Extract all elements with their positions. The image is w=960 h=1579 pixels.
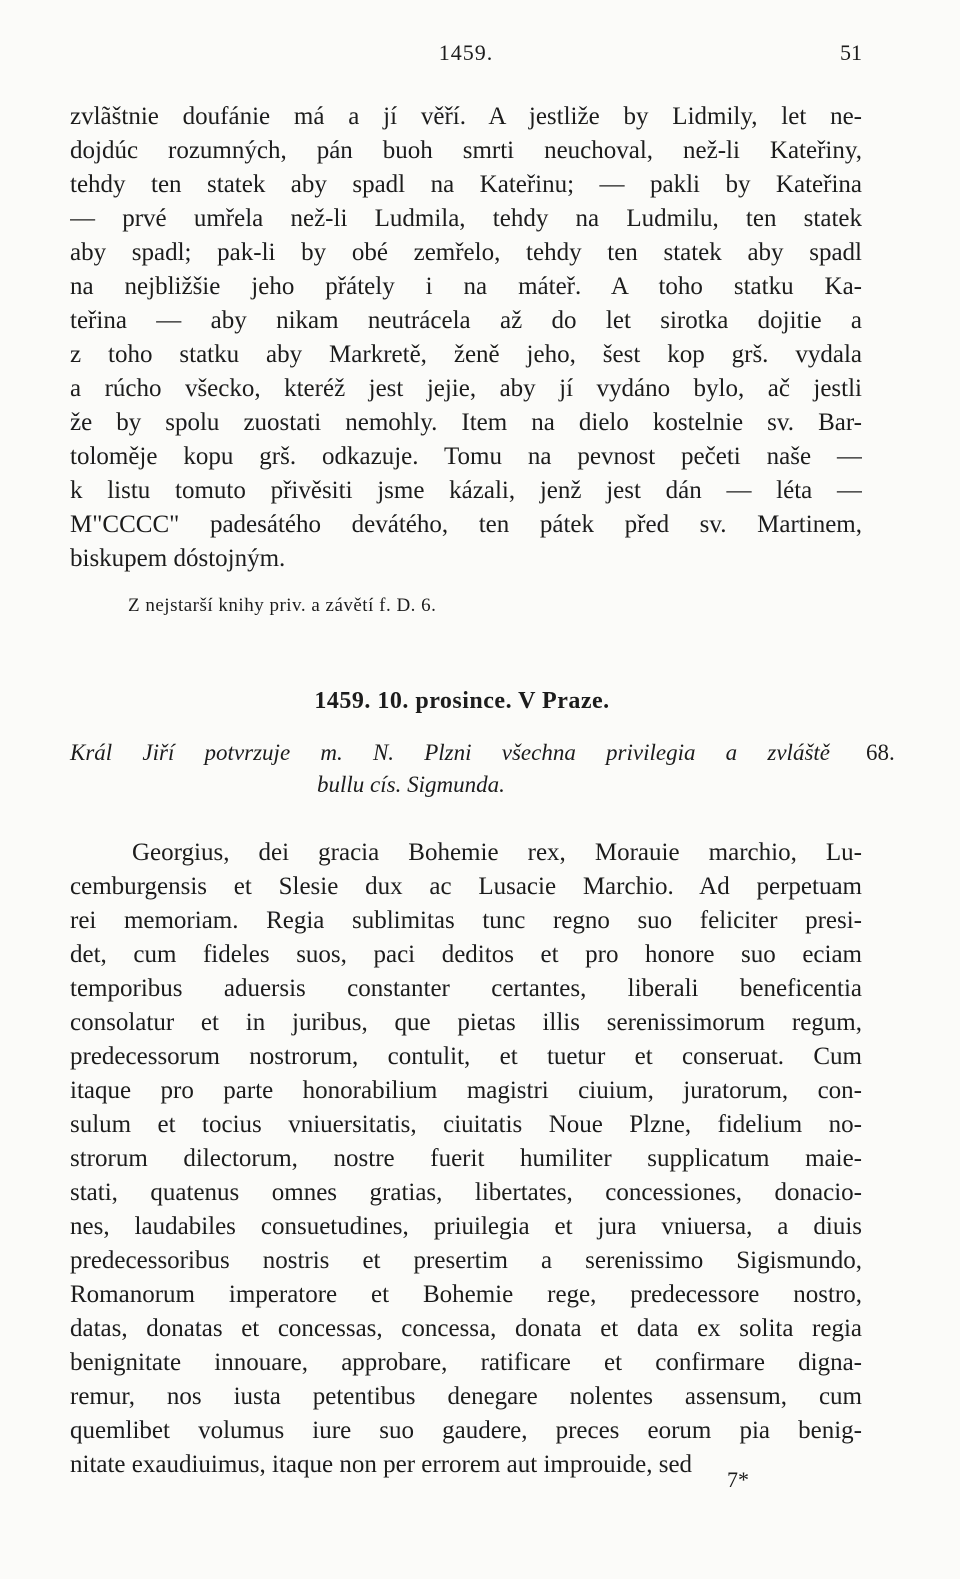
text-line: teřina — aby nikam neutrácela až do let sirotka dojitie a <box>70 307 862 334</box>
text-line: že by spolu zuostati nemohly. Item na dielo kostelnie sv. Bar- <box>70 409 862 436</box>
text-line: benignitate innouare, approbare, ratificare et confirmare digna- <box>70 1349 862 1376</box>
text-line: strorum dilectorum, nostre fuerit humiliter supplicatum maie- <box>70 1145 862 1172</box>
text-line: z toho statku aby Markretě, ženě jeho, šest kop grš. vydala <box>70 341 862 368</box>
text-line: Romanorum imperatore et Bohemie rege, predecessore nostro, <box>70 1281 862 1308</box>
text-line: tehdy ten statek aby spadl na Kateřinu; — pakli by Kateřina <box>70 171 862 198</box>
text-line: itaque pro parte honorabilium magistri ciuium, juratorum, con- <box>70 1077 862 1104</box>
document-summary <box>70 737 830 801</box>
text-line: cemburgensis et Slesie dux ac Lusacie Marchio. Ad perpetuam <box>70 873 862 900</box>
running-year: 1459. <box>438 40 494 65</box>
summary-line: bullu cís. Sigmunda. <box>317 772 505 797</box>
text-line: temporibus aduersis constanter certantes, liberali beneficentia <box>70 975 862 1002</box>
page-header <box>70 40 862 74</box>
document-heading: 1459. 10. prosince. V Praze. <box>314 688 610 714</box>
page-number: 51 <box>840 40 862 65</box>
text-line: aby spadl; pak-li by obé zemřelo, tehdy ten statek aby spadl <box>70 239 862 266</box>
text-line: quemlibet volumus iure suo gaudere, preces eorum pia benig- <box>70 1417 862 1444</box>
text-line: — prvé umřela než-li Ludmila, tehdy na Ludmilu, ten statek <box>70 205 862 232</box>
text-line: stati, quatenus omnes gratias, libertates, concessiones, donacio- <box>70 1179 862 1206</box>
text-line: nes, laudabiles consuetudines, priuilegia et jura vniuersa, a diuis <box>70 1213 862 1240</box>
text-line: det, cum fideles suos, paci deditos et pro honore suo eciam <box>70 941 862 968</box>
czech-paragraph <box>70 100 862 576</box>
summary-line: Král Jiří potvrzuje m. N. Plzni všechna privilegia a zvláště <box>70 740 830 765</box>
text-line: remur, nos iusta petentibus denegare nolentes assensum, cum <box>70 1383 862 1410</box>
text-line: dojdúc rozumných, pán buoh smrti neuchoval, než-li Kateřiny, <box>70 137 862 164</box>
text-line: toloměje kopu grš. odkazuje. Tomu na pevnost pečeti naše — <box>70 443 862 470</box>
source-note: Z nejstarší knihy priv. a závětí f. D. 6. <box>128 595 437 616</box>
text-line: datas, donatas et concessas, concessa, donata et data ex solita regia <box>70 1315 862 1342</box>
text-line: M"CCCC" padesátého devátého, ten pátek před sv. Martinem, <box>70 511 862 538</box>
text-line: nitate exaudiuimus, itaque non per errorem aut improuide, sed <box>70 1451 693 1478</box>
text-line: k listu tomuto přivěsiti jsme kázali, jenž jest dán — léta — <box>70 477 862 504</box>
text-line: predecessoribus nostris et presertim a serenissimo Sigismundo, <box>70 1247 862 1274</box>
text-line: consolatur et in juribus, que pietas illis serenissimorum regum, <box>70 1009 862 1036</box>
text-line: biskupem dóstojným. <box>70 545 286 572</box>
text-line: na nejbližšie jeho přátely i na máteř. A toho statku Ka- <box>70 273 862 300</box>
text-line: predecessorum nostrorum, contulit, et tuetur et conseruat. Cum <box>70 1043 862 1070</box>
signature-mark: 7* <box>727 1467 749 1492</box>
text-line: zvlãštnie doufánie má a jí věří. A jestliže by Lidmily, let ne- <box>70 103 862 130</box>
document-number: 68. <box>866 740 895 765</box>
text-line: sulum et tocius vniuersitatis, ciuitatis Noue Plzne, fidelium no- <box>70 1111 862 1138</box>
text-line: a rúcho všecko, kteréž jest jejie, aby jí vydáno bylo, ač jestli <box>70 375 862 402</box>
text-line: Georgius, dei gracia Bohemie rex, Morauie marchio, Lu- <box>132 839 862 866</box>
latin-paragraph <box>70 836 862 1482</box>
text-line: rei memoriam. Regia sublimitas tunc regno suo feliciter presi- <box>70 907 862 934</box>
